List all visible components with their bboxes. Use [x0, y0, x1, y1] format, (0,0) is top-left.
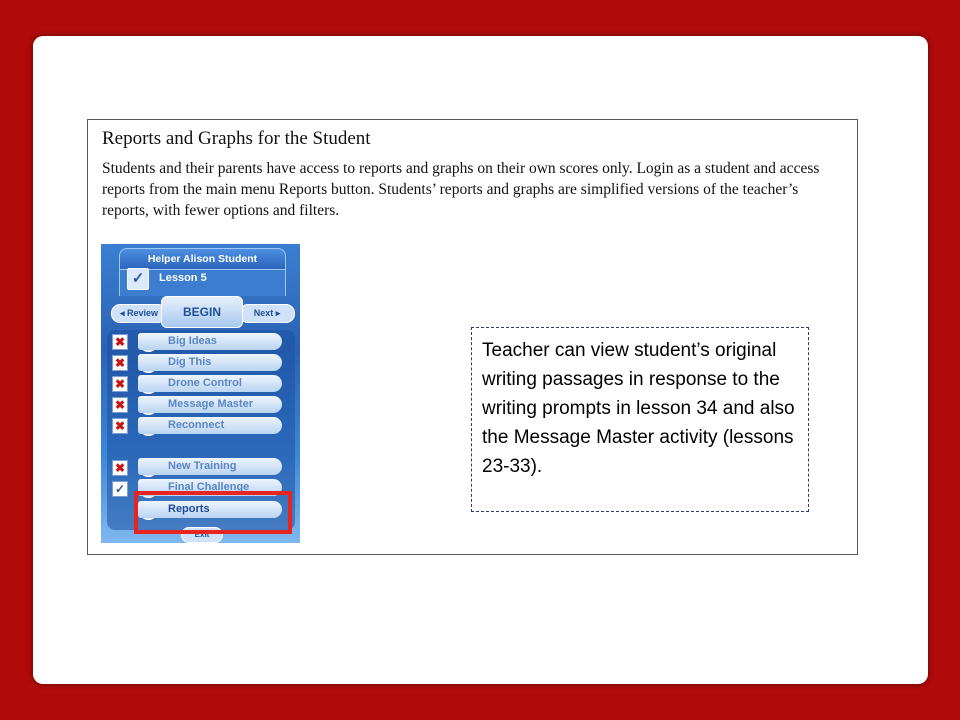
menu-item-drone-control[interactable]: Drone Control	[138, 375, 282, 392]
incomplete-x-icon: ✖	[112, 334, 128, 350]
next-button[interactable]: Next ▸	[239, 304, 295, 323]
incomplete-x-icon: ✖	[112, 376, 128, 392]
menu-item-message-master[interactable]: Message Master	[138, 396, 282, 413]
menu-item-final-challenge[interactable]: Final Challenge	[138, 479, 282, 496]
callout-note: Teacher can view student’s original writing passages in response to the writing prompts in lesson 34 and also the Message Master activity (lessons 23-33).	[471, 327, 809, 512]
lesson-label: Lesson 5	[159, 272, 207, 284]
incomplete-x-icon: ✖	[112, 460, 128, 476]
lesson-checkbox[interactable]: ✓	[127, 268, 149, 290]
review-button[interactable]: ◂ Review	[111, 304, 167, 323]
menu-item-dig-this[interactable]: Dig This	[138, 354, 282, 371]
incomplete-x-icon: ✖	[112, 397, 128, 413]
incomplete-x-icon: ✖	[112, 418, 128, 434]
incomplete-x-icon: ✖	[112, 355, 128, 371]
menu-item-reconnect[interactable]: Reconnect	[138, 417, 282, 434]
student-app-menu	[101, 244, 300, 543]
menu-item-reports[interactable]: Reports	[138, 501, 282, 518]
exit-button[interactable]: Exit	[181, 527, 223, 543]
complete-check-icon: ✓	[112, 481, 128, 497]
menu-item-big-ideas[interactable]: Big Ideas	[138, 333, 282, 350]
menu-item-new-training[interactable]: New Training	[138, 458, 282, 475]
student-name-header: Helper Alison Student	[119, 248, 286, 270]
document-title: Reports and Graphs for the Student	[102, 128, 371, 149]
begin-button[interactable]: BEGIN	[161, 296, 243, 328]
reports-highlight-box	[134, 491, 292, 534]
document-body: Students and their parents have access to reports and graphs on their own scores only. Login as a student and access reports from the main menu Reports button. Students’ reports and graphs are simplified versions of the teacher’s reports, with fewer options and filters.	[102, 160, 820, 219]
